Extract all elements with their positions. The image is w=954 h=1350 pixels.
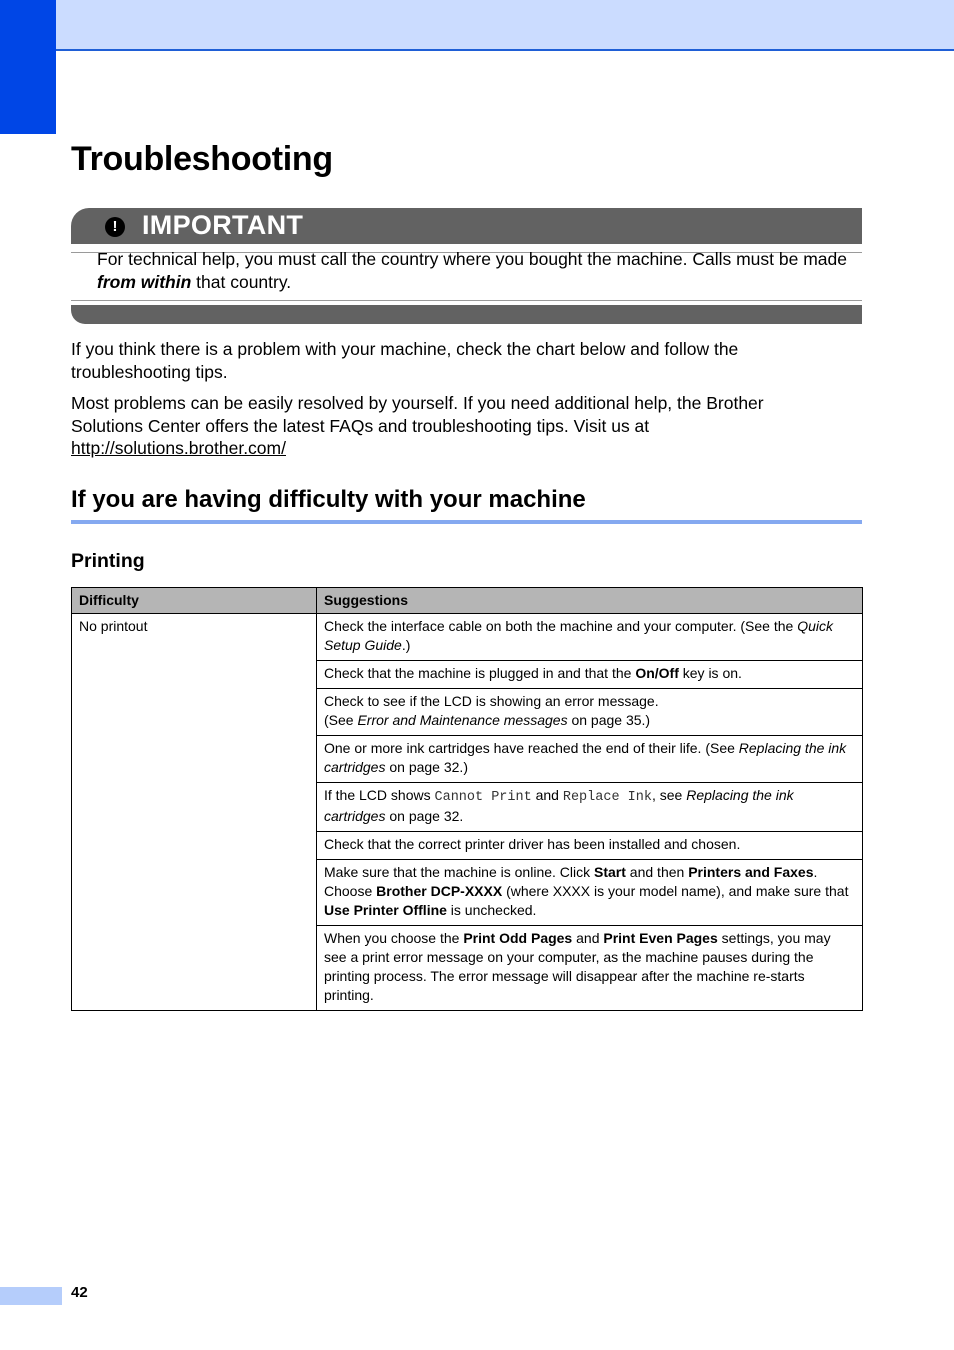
suggestion-cell: Check to see if the LCD is showing an error message. (See Error and Maintenance messages on page 35.) bbox=[317, 689, 863, 736]
column-header-suggestions: Suggestions bbox=[317, 588, 863, 614]
important-footer bbox=[71, 305, 862, 324]
suggestion-cell: Make sure that the machine is online. Click Start and then Printers and Faxes. Choose Brother DCP-XXXX (where XXXX is your model name), and make sure that Use Printer Offline is unchecked. bbox=[317, 860, 863, 926]
suggestion-cell: Check the interface cable on both the machine and your computer. (See the Quick Setup Guide.) bbox=[317, 614, 863, 661]
page-number-tab bbox=[0, 1287, 62, 1305]
suggestion-cell: Check that the machine is plugged in and that the On/Off key is on. bbox=[317, 661, 863, 689]
important-box bbox=[71, 208, 862, 324]
difficulty-cell: No printout bbox=[72, 614, 317, 1011]
column-header-difficulty: Difficulty bbox=[72, 588, 317, 614]
exclamation-icon: ! bbox=[105, 217, 125, 237]
important-header bbox=[71, 208, 862, 244]
suggestion-cell: If the LCD shows Cannot Print and Replace Ink, see Replacing the ink cartridges on page 32. bbox=[317, 783, 863, 832]
important-label: IMPORTANT bbox=[142, 210, 304, 240]
table-header-row bbox=[72, 588, 863, 614]
intro-paragraph-1: If you think there is a problem with your machine, check the chart below and follow the troubleshooting tips. bbox=[71, 339, 739, 382]
suggestion-cell: When you choose the Print Odd Pages and Print Even Pages settings, you may see a print error message on your computer, as the machine pauses during the printing process. The error message will disappear after the machine re-starts printing. bbox=[317, 926, 863, 1011]
page-title: Troubleshooting bbox=[71, 140, 333, 178]
suggestion-cell: Check that the correct printer driver has been installed and chosen. bbox=[317, 832, 863, 860]
header-band bbox=[0, 0, 954, 51]
chapter-tab bbox=[0, 0, 56, 134]
page-number: 42 bbox=[71, 1284, 88, 1301]
troubleshooting-table bbox=[71, 587, 863, 1011]
suggestion-cell: One or more ink cartridges have reached the end of their life. (See Replacing the ink cartridges on page 32.) bbox=[317, 736, 863, 783]
intro-paragraph-2: Most problems can be easily resolved by yourself. If you need additional help, the Brother Solutions Center offers the latest FAQs and troubleshooting tips. Visit us at http://solutions.brother.com/ bbox=[71, 393, 764, 458]
divider bbox=[71, 300, 862, 301]
sub-title: Printing bbox=[71, 550, 145, 572]
important-text: For technical help, you must call the country where you bought the machine. Calls must be made from within that country. bbox=[97, 249, 847, 292]
solutions-link[interactable]: http://solutions.brother.com/ bbox=[71, 438, 286, 458]
section-title: If you are having difficulty with your machine bbox=[71, 486, 862, 524]
table-row bbox=[72, 614, 863, 661]
